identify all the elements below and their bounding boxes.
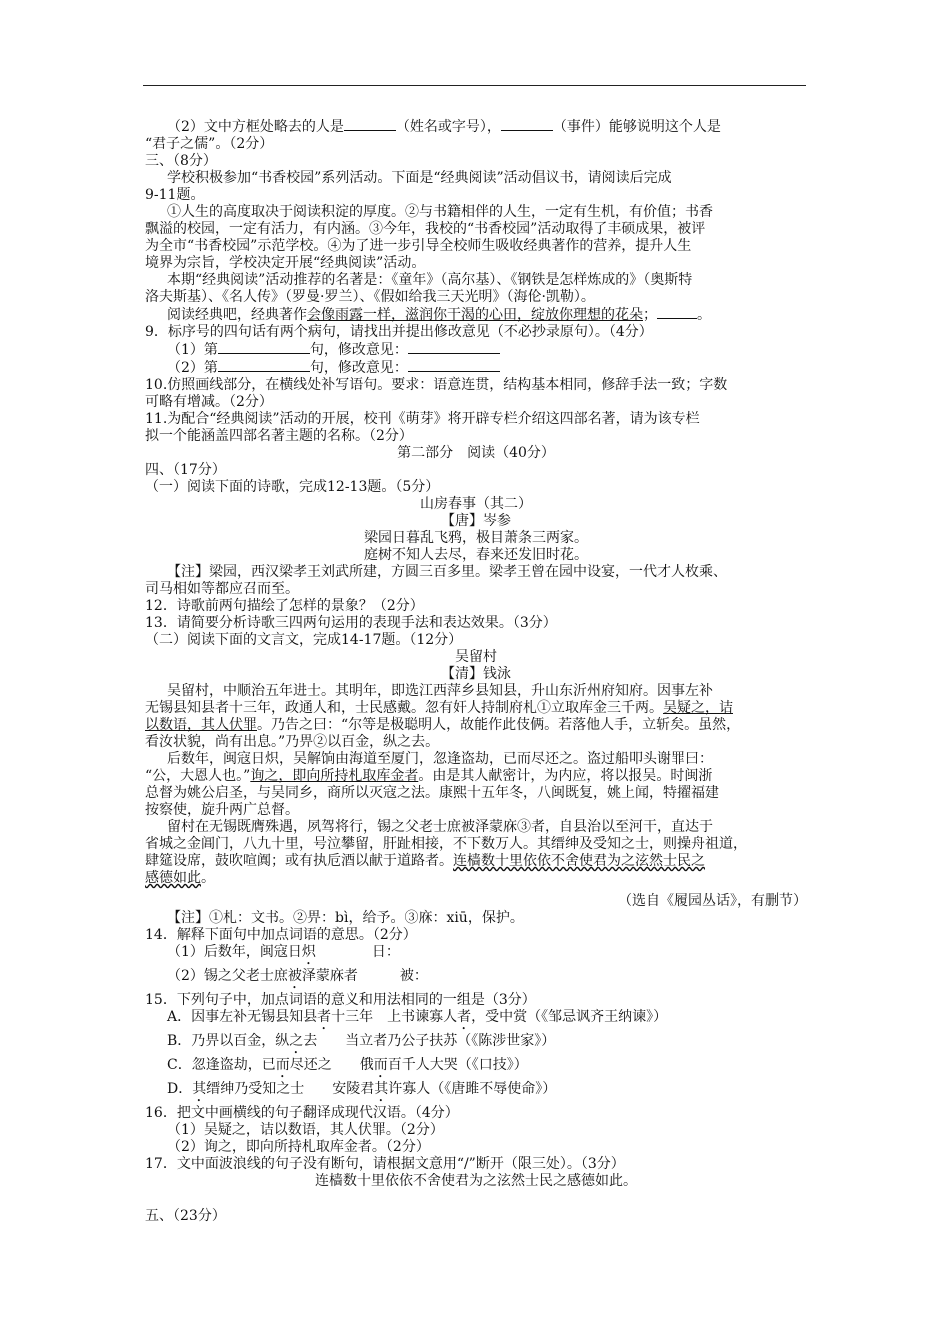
poem-line: 梁园日暮乱飞鸦，极目萧条三两家。 (364, 530, 588, 546)
question-9-1 (145, 341, 807, 359)
prose-line: 留村在无锡既膺殊遇，夙驾将行，锡之父老士庶被泽蒙庥③者，自县治以至河干，直达于 (167, 819, 713, 835)
passage-line: 洛夫斯基）、《名人传》（罗曼·罗兰）、《假如给我三天光明》（海伦·凯勒）。 (145, 289, 595, 305)
text: 缙绅乃受知之士 安陵君 (206, 1081, 375, 1097)
text: 。乃告之曰：“尔等是极聪明人，故能作此伎俩。若落他人手，立斩矣。虽然， (257, 717, 741, 733)
text: 许寡人（《唐雎不辱使命》） (388, 1081, 557, 1097)
text: A．因事左补无锡县知县 (167, 1009, 318, 1025)
option-d[interactable] (145, 1081, 807, 1105)
prose-author: 【清】钱泳 (441, 666, 511, 682)
prose-line: 省城之金阊门，八九十里，号泣攀留，肝趾相接，不下数万人。其缙绅及受知之士，则操舟祖道， (145, 836, 747, 852)
question-15: 15．下列句子中，加点词语的意义和用法相同的一组是（3分） (145, 992, 536, 1008)
question-16-2: （2）询之，即向所持札取库金者。（2分） (167, 1139, 430, 1155)
section-3-intro: 9-11题。 (145, 187, 205, 203)
text: 肆筵设席，鼓吹喧阗；或有执卮酒以献于道路者。 (145, 853, 453, 869)
question-2-line1 (145, 118, 807, 136)
prose-line (145, 717, 807, 734)
section-4-heading: 四、（17分） (145, 462, 226, 478)
prose-line (145, 768, 807, 785)
answer-blank[interactable] (657, 306, 697, 319)
text: 。 (697, 307, 711, 323)
dotted-word: 者 (317, 1009, 332, 1025)
text: D． (167, 1081, 193, 1097)
text: 。 (201, 870, 215, 886)
question-11: 11.为配合“经典阅读”活动的开展，校刊《萌芽》将开辟专栏介绍这四部名著，请为该专栏 (145, 411, 700, 427)
dotted-word: 而 (373, 1057, 388, 1073)
text: C．忽逢盗劫，已 (167, 1057, 276, 1073)
exam-page (145, 118, 807, 1225)
passage-line: 本期“经典阅读”活动推荐的名著是：《童年》（高尔基）、《钢铁是怎样炼成的》（奥斯特 (167, 272, 693, 288)
text: （1）第 (167, 342, 218, 358)
text: 百千人大哭（《口技》） (387, 1057, 528, 1073)
dotted-word: 其 (192, 1081, 207, 1097)
question-14-2 (145, 968, 807, 992)
poem-author: 【唐】岑参 (441, 513, 511, 529)
poem-title: 山房春事（其二） (420, 496, 532, 512)
answer-blank[interactable] (218, 341, 310, 354)
prose-note: 【注】①札：文书。②畀：bì，给予。③庥：xiū，保护。 (167, 910, 524, 926)
question-17-text: 连樯数十里依依不舍使君为之泫然士民之感德如此。 (315, 1173, 637, 1189)
part-2-heading: 第二部分 阅读（40分） (397, 445, 555, 461)
question-10: 可略有增减。（2分） (145, 394, 273, 410)
question-16: 16．把文中画横线的句子翻译成现代汉语。（4分） (145, 1105, 459, 1121)
prose-line: 吴留村，中顺治五年进士。其明年，即选江西萍乡县知县，升山东沂州府知府。因事左补 (167, 683, 713, 699)
passage-line: 飘溢的校园，一定有活力，有内涵。③今年，我校的“书香校园”活动取得了丰硕成果，被评 (145, 221, 706, 237)
underlined-text: 会像雨露一样，滋润你干渴的心田，绽放你理想的花朵 (307, 307, 643, 323)
passage-line: ①人生的高度取决于阅读积淀的厚度。②与书籍相伴的人生，一定有生机，有价值；书香 (167, 204, 713, 220)
passage-line: 为全市“书香校园”示范学校。④为了进一步引导全校师生吸收经典著作的营养，提升人生 (145, 238, 692, 254)
section-3-intro: 学校积极参加“书香校园”系列活动。下面是“经典阅读”活动倡议书，请阅读后完成 (167, 170, 672, 186)
text: （2）第 (167, 360, 218, 376)
dotted-word: 炽 (301, 944, 316, 960)
text: 尽还之 俄 (289, 1057, 374, 1073)
option-a[interactable] (145, 1009, 807, 1033)
answer-blank[interactable] (218, 359, 310, 372)
answer-blank[interactable] (408, 359, 500, 372)
text: ，受中赏（《邹忌讽齐王纳谏》） (471, 1009, 668, 1025)
text: （姓名或字号）， (395, 119, 501, 135)
text: （2）锡之父老士庶 (167, 968, 288, 984)
dotted-word: 之 (289, 1033, 304, 1049)
text: 阅读经典吧，经典著作 (167, 307, 307, 323)
answer-blank[interactable] (408, 341, 500, 354)
prose-line: 总督为姚公启圣，与吴同乡，商所以灭寇之法。康熙十五年冬，八闽既复，姚上闻，特擢福建 (145, 785, 719, 801)
poem-note: 【注】梁园，西汉梁孝王刘武所建，方圆三百多里。梁孝王曾在园中设宴，一代才人枚乘、 (167, 564, 727, 580)
question-2-line2: “君子之儒”。（2分） (145, 136, 274, 152)
question-12: 12．诗歌前两句描绘了怎样的景象？（2分） (145, 598, 424, 614)
text: 无锡县知县者十三年，政通人和，士民感戴。忽有奸人持制府札①立取库金三千两。 (145, 700, 663, 716)
passage-line: 境界为宗旨，学校决定开展“经典阅读”活动。 (145, 255, 426, 271)
header-rule (143, 85, 806, 86)
text: 日： (315, 944, 400, 960)
question-14: 14．解释下面句中加点词语的意思。（2分） (145, 927, 417, 943)
text: （2）文中方框处略去的人是 (167, 119, 344, 135)
answer-blank[interactable] (501, 118, 553, 131)
prose-line (145, 870, 807, 887)
option-b[interactable] (145, 1033, 807, 1057)
prose-line (145, 853, 807, 870)
prose-line: 后数年，闽寇日炽，吴解饷由海道至厦门，忽逢盗劫，已而尽还之。盗过船叩头谢罪曰： (167, 751, 713, 767)
text: “公，大恩人也。” (145, 768, 251, 784)
dotted-word: 其 (374, 1081, 389, 1097)
poem-line: 庭树不知人去尽，春来还发旧时花。 (364, 547, 588, 563)
question-10: 10.仿照画线部分，在横线处补写语句。要求：语意连贯，结构基本相同，修辞手法一致；字数 (145, 377, 728, 393)
question-16-1: （1）吴疑之，诘以数语，其人伏罪。（2分） (167, 1122, 444, 1138)
text: 。由是其人献密计，为内应，将以报吴。时闽浙 (418, 768, 713, 784)
wavy-underlined-text: 感德如此 (145, 870, 201, 886)
question-17: 17．文中面波浪线的句子没有断句，请根据文意用“/”断开（限三处）。（3分） (145, 1156, 625, 1172)
wavy-underlined-text: 连樯数十里依依不舍使君为之泫然士民之 (453, 853, 705, 869)
text: 十三年 上书谏寡人 (331, 1009, 458, 1025)
underlined-text: 以数语，其人伏罪 (145, 717, 257, 733)
question-14-1 (145, 944, 807, 968)
prose-source: （选自《履园丛话》，有删节） (618, 893, 807, 909)
answer-blank[interactable] (344, 118, 396, 131)
text: （事件）能够说明这个人是 (552, 119, 721, 135)
section-4-part-2: （二）阅读下面的文言文，完成14-17题。（12分） (145, 632, 463, 648)
underlined-text: 吴疑之，诘 (663, 700, 733, 716)
text: 泽蒙庥者 被： (301, 968, 428, 984)
prose-line (145, 700, 807, 717)
prose-line: 按察使，旋升两广总督。 (145, 802, 299, 818)
text: 去 当立者乃公子扶苏（《陈涉世家》） (303, 1033, 556, 1049)
text: ； (643, 307, 657, 323)
section-5-heading: 五、（23分） (145, 1208, 226, 1224)
option-c[interactable] (145, 1057, 807, 1081)
question-9: 9．标序号的四句话有两个病句，请找出并提出修改意见（不必抄录原句）。（4分） (145, 324, 653, 340)
text: 句，修改意见： (309, 360, 408, 376)
question-13: 13．请简要分析诗歌三四两句运用的表现手法和表达效果。（3分） (145, 615, 557, 631)
text: 句，修改意见： (309, 342, 408, 358)
text: B．乃畀以百金，纵 (167, 1033, 290, 1049)
prose-line: 看汝状貌，尚有出息。”乃畀②以百金，纵之去。 (145, 734, 440, 750)
prose-title: 吴留村 (455, 649, 497, 665)
poem-note: 司马相如等都应召而至。 (145, 581, 299, 597)
question-11: 拟一个能涵盖四部名著主题的名称。（2分） (145, 428, 413, 444)
text: （1）后数年，闽寇日 (167, 944, 302, 960)
passage-line (145, 306, 807, 324)
underlined-text: 询之，即向所持札取库金者 (250, 768, 419, 784)
dotted-word: 者 (457, 1009, 472, 1025)
section-4-part-1: （一）阅读下面的诗歌，完成12-13题。（5分） (145, 479, 440, 495)
question-9-2 (145, 359, 807, 377)
dotted-word: 被 (287, 968, 302, 984)
section-3-heading: 三、（8分） (145, 153, 217, 169)
dotted-word: 而 (275, 1057, 290, 1073)
